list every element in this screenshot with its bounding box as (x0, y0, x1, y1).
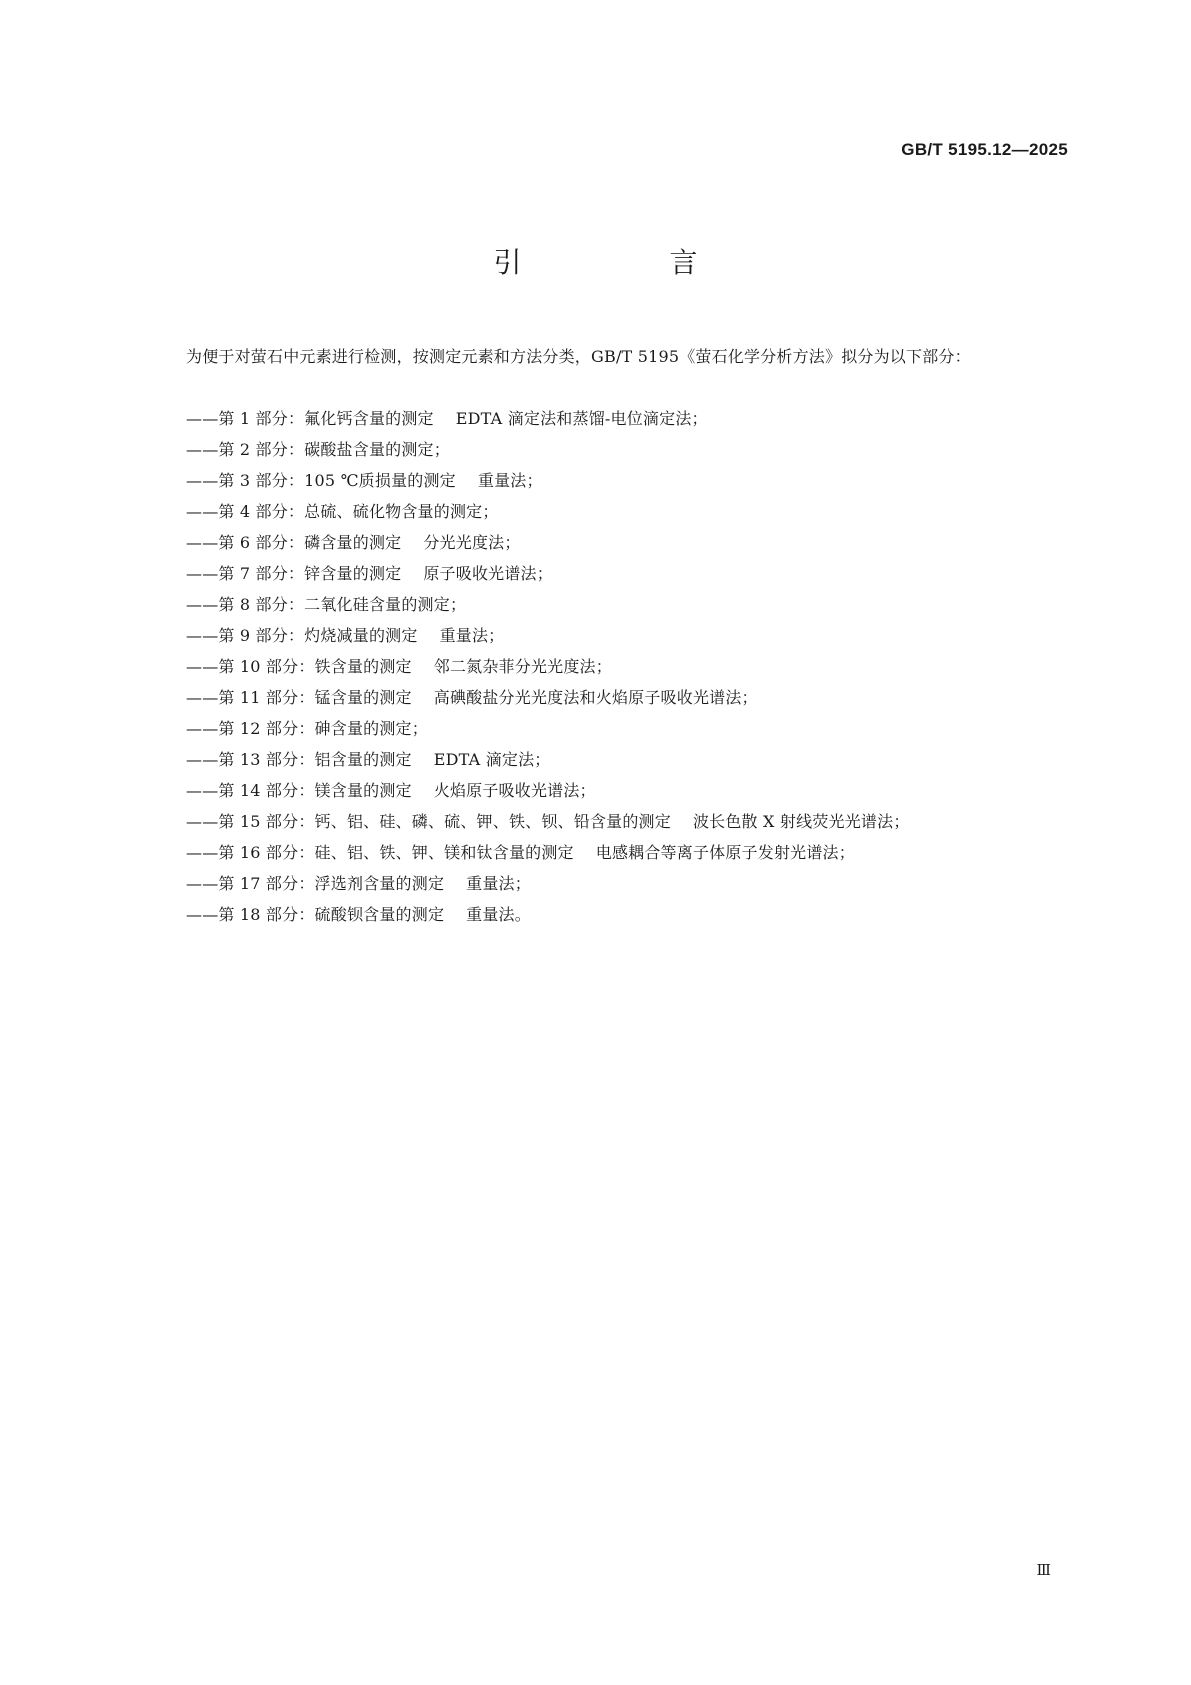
part-subject: 碳酸盐含量的测定； (304, 440, 450, 459)
list-item (186, 744, 910, 775)
list-item (186, 713, 910, 744)
part-method: 火焰原子吸收光谱法； (433, 781, 596, 800)
list-item (186, 527, 910, 558)
list-item (186, 899, 910, 930)
part-subject: 105 ℃质损量的测定 (304, 471, 456, 490)
part-prefix: ——第 18 部分： (186, 905, 315, 924)
part-subject: 灼烧减量的测定 (304, 626, 418, 645)
list-item (186, 806, 910, 837)
list-item (186, 496, 910, 527)
list-item (186, 465, 910, 496)
part-subject: 磷含量的测定 (304, 533, 402, 552)
part-method: 分光光度法； (423, 533, 521, 552)
part-prefix: ——第 6 部分： (186, 533, 305, 552)
list-item (186, 589, 910, 620)
part-subject: 铁含量的测定 (314, 657, 412, 676)
part-method: 高碘酸盐分光光度法和火焰原子吸收光谱法； (433, 688, 758, 707)
page-number: Ⅲ (1036, 1561, 1051, 1579)
part-prefix: ——第 3 部分： (186, 471, 305, 490)
part-method: 波长色散 X 射线荧光光谱法； (692, 812, 910, 831)
part-prefix: ——第 13 部分： (186, 750, 315, 769)
part-method: 原子吸收光谱法； (423, 564, 553, 583)
list-item (186, 651, 910, 682)
part-prefix: ——第 12 部分： (186, 719, 315, 738)
parts-list (186, 403, 910, 930)
part-subject: 硫酸钡含量的测定 (314, 905, 445, 924)
part-subject: 氟化钙含量的测定 (304, 409, 434, 428)
part-subject: 钙、铝、硅、磷、硫、钾、铁、钡、铅含量的测定 (314, 812, 671, 831)
part-prefix: ——第 9 部分： (186, 626, 305, 645)
part-method: 重量法； (477, 471, 543, 490)
list-item (186, 775, 910, 806)
part-subject: 总硫、硫化物含量的测定； (304, 502, 499, 521)
list-item (186, 434, 910, 465)
part-method: EDTA 滴定法； (433, 750, 551, 769)
part-method: 重量法。 (466, 905, 531, 924)
list-item (186, 837, 910, 868)
intro-paragraph: 为便于对萤石中元素进行检测，按测定元素和方法分类，GB/T 5195《萤石化学分析方法》拟分为以下部分： (186, 347, 971, 366)
part-method: 重量法； (466, 874, 531, 893)
part-prefix: ——第 4 部分： (186, 502, 305, 521)
part-subject: 锌含量的测定 (304, 564, 402, 583)
standard-number: GB/T 5195.12—2025 (901, 140, 1068, 159)
list-item (186, 558, 910, 589)
part-subject: 铝含量的测定 (314, 750, 412, 769)
part-prefix: ——第 14 部分： (186, 781, 315, 800)
part-method: 邻二氮杂菲分光光度法； (433, 657, 612, 676)
part-subject: 二氧化硅含量的测定； (304, 595, 467, 614)
part-subject: 砷含量的测定； (314, 719, 428, 738)
part-prefix: ——第 7 部分： (186, 564, 305, 583)
part-subject: 锰含量的测定 (314, 688, 412, 707)
part-prefix: ——第 10 部分： (186, 657, 315, 676)
part-method: EDTA 滴定法和蒸馏-电位滴定法； (455, 409, 708, 428)
part-prefix: ——第 16 部分： (186, 843, 315, 862)
list-item (186, 620, 910, 651)
part-method: 重量法； (439, 626, 505, 645)
list-item (186, 682, 910, 713)
part-prefix: ——第 8 部分： (186, 595, 305, 614)
part-prefix: ——第 17 部分： (186, 874, 315, 893)
part-method: 电感耦合等离子体原子发射光谱法； (595, 843, 855, 862)
list-item (186, 403, 910, 434)
part-prefix: ——第 1 部分： (186, 409, 305, 428)
part-subject: 硅、铝、铁、钾、镁和钛含量的测定 (314, 843, 574, 862)
part-subject: 浮选剂含量的测定 (314, 874, 445, 893)
part-subject: 镁含量的测定 (314, 781, 412, 800)
list-item (186, 868, 910, 899)
part-prefix: ——第 2 部分： (186, 440, 305, 459)
page-title: 引 言 (493, 246, 758, 279)
part-prefix: ——第 11 部分： (186, 688, 315, 707)
part-prefix: ——第 15 部分： (186, 812, 315, 831)
